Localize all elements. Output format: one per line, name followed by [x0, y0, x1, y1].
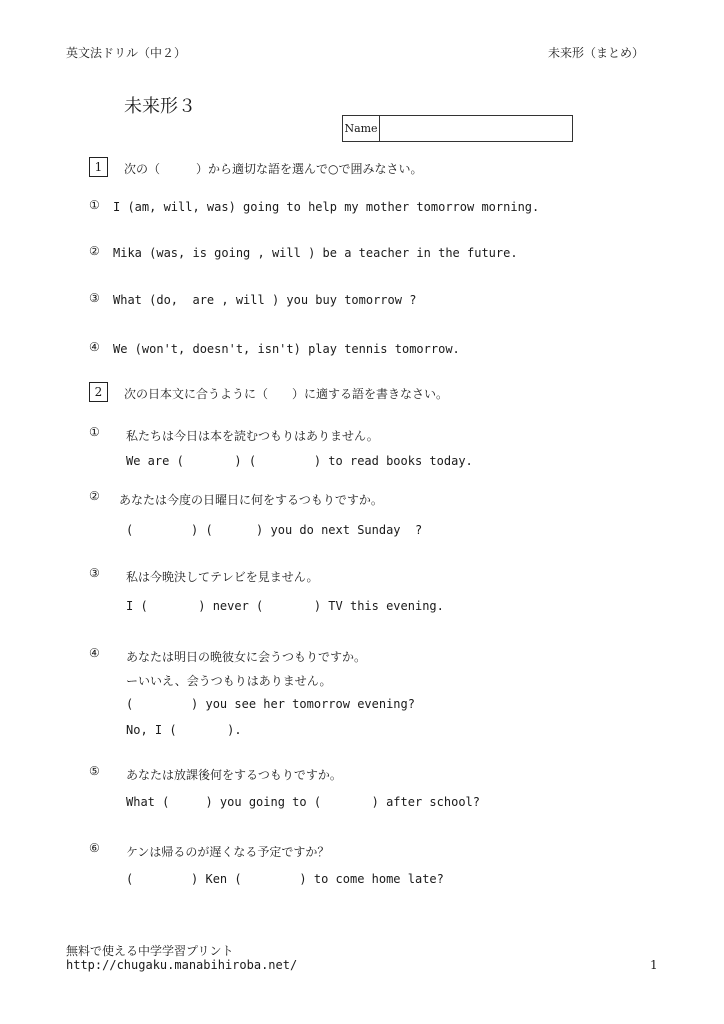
s2-item3-en: I ( ) never ( ) TV this evening.: [126, 599, 444, 613]
s2-item1-en: We are ( ) ( ) to read books today.: [126, 454, 473, 468]
s1-item4-text: We (won't, doesn't, isn't) play tennis tomorrow.: [113, 342, 460, 356]
s2-item2-en: ( ) ( ) you do next Sunday ?: [126, 523, 423, 537]
s1-item1-text: I (am, will, was) going to help my mother tomorrow morning.: [113, 200, 540, 214]
s1-item3-marker: ③: [89, 291, 100, 305]
s2-item4-en2: No, I ( ).: [126, 723, 242, 737]
s2-item1-jp: 私たちは今日は本を読むつもりはありません。: [126, 429, 379, 443]
s2-item4-jp: あなたは明日の晩彼女に会うつもりですか。: [126, 650, 367, 664]
s2-item3-marker: ③: [89, 566, 100, 580]
section1-number: 1: [89, 157, 108, 177]
name-input[interactable]: [380, 116, 572, 141]
page-number: 1: [650, 958, 658, 972]
header-right: 未来形（まとめ）: [548, 46, 645, 60]
s1-item4-marker: ④: [89, 340, 100, 354]
page-title: 未来形３: [124, 96, 196, 117]
footer-site-name: 無料で使える中学学習プリント: [66, 944, 234, 958]
s2-item2-jp: あなたは今度の日曜日に何をするつもりですか。: [119, 493, 383, 507]
s2-item5-en: What ( ) you going to ( ) after school?: [126, 795, 481, 809]
section2-number: 2: [89, 382, 108, 402]
s2-item5-jp: あなたは放課後何をするつもりですか。: [126, 768, 342, 782]
s2-item3-jp: 私は今晩決してテレビを見ません。: [126, 570, 319, 584]
section1-instruction: 次の（ ）から適切な語を選んで○で囲みなさい。: [124, 162, 423, 176]
s2-item4-jp2: ーいいえ、会うつもりはありません。: [126, 674, 332, 688]
header-left: 英文法ドリル（中２）: [66, 46, 187, 60]
s1-item2-text: Mika (was, is going , will ) be a teacher in the future.: [113, 246, 518, 260]
s2-item1-marker: ①: [89, 425, 100, 439]
s2-item5-marker: ⑤: [89, 764, 100, 778]
name-label: Name: [343, 116, 380, 141]
s1-item1-marker: ①: [89, 198, 100, 212]
s2-item6-marker: ⑥: [89, 841, 100, 855]
s1-item3-text: What (do, are , will ) you buy tomorrow ?: [113, 293, 417, 307]
s2-item6-en: ( ) Ken ( ) to come home late?: [126, 872, 444, 886]
s2-item4-marker: ④: [89, 646, 100, 660]
footer-url[interactable]: http://chugaku.manabihiroba.net/: [66, 958, 298, 972]
s2-item6-jp: ケンは帰るのが遅くなる予定ですか？: [126, 845, 330, 859]
s1-item2-marker: ②: [89, 244, 100, 258]
s2-item2-marker: ②: [89, 489, 100, 503]
s2-item4-en1: ( ) you see her tomorrow evening?: [126, 697, 415, 711]
section2-instruction: 次の日本文に合うように（ ）に適する語を書きなさい。: [124, 387, 449, 401]
name-field[interactable]: [342, 115, 573, 142]
